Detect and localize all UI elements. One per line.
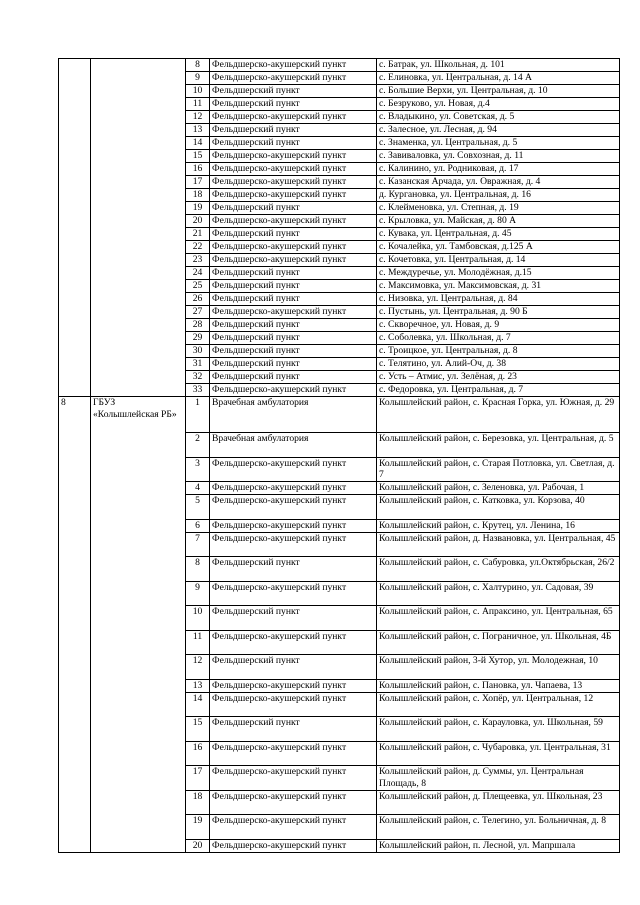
facility-type: Фельдшерский пункт	[210, 371, 377, 384]
facility-address: с. Калинино, ул. Родниковая, д. 17	[377, 163, 620, 176]
row-number: 7	[186, 532, 210, 557]
facility-address: с. Владыкино, ул. Советская, д. 5	[377, 111, 620, 124]
facility-type: Фельдшерско-акушерский пункт	[210, 163, 377, 176]
facility-address: с. Батрак, ул. Школьная, д. 101	[377, 59, 620, 72]
facility-type: Фельдшерско-акушерский пункт	[210, 679, 377, 692]
facility-address: с. Завиваловка, ул. Совхозная, д. 11	[377, 150, 620, 163]
row-number: 4	[186, 482, 210, 495]
table-row	[59, 59, 620, 72]
facility-type: Фельдшерский пункт	[210, 267, 377, 280]
facility-type: Фельдшерский пункт	[210, 557, 377, 582]
facility-address: Колышлейский район, с. Зеленовка, ул. Рабочая, 1	[377, 482, 620, 495]
row-number: 8	[186, 59, 210, 72]
facility-type: Фельдшерский пункт	[210, 319, 377, 332]
facility-type: Фельдшерско-акушерский пункт	[210, 790, 377, 815]
facility-type: Фельдшерско-акушерский пункт	[210, 839, 377, 852]
facility-address: с. Крыловка, ул. Майская, д. 80 А	[377, 215, 620, 228]
row-number: 10	[186, 85, 210, 98]
row-number: 31	[186, 358, 210, 371]
facility-type: Фельдшерско-акушерский пункт	[210, 59, 377, 72]
facility-address: с. Кочетовка, ул. Центральная, д. 14	[377, 254, 620, 267]
facility-address: с. Клейменовка, ул. Степная, д. 19	[377, 202, 620, 215]
facility-address: Колышлейский район, с. Апраксино, ул. Центральная, 65	[377, 606, 620, 631]
facility-address: Колышлейский район, с. Халтурино, ул. Садовая, 39	[377, 581, 620, 606]
facility-type: Фельдшерско-акушерский пункт	[210, 306, 377, 319]
facility-address: Колышлейский район, д. Суммы, ул. Центральная Площадь, 8	[377, 766, 620, 791]
facility-type: Фельдшерский пункт	[210, 124, 377, 137]
facility-address: с. Низовка, ул. Центральная, д. 84	[377, 293, 620, 306]
facility-address: с. Телятино, ул. Алий-Оч, д. 38	[377, 358, 620, 371]
facility-address: с. Пустынь, ул. Центральная, д. 90 Б	[377, 306, 620, 319]
facility-type: Фельдшерский пункт	[210, 98, 377, 111]
facility-type: Фельдшерский пункт	[210, 137, 377, 150]
row-number: 12	[186, 111, 210, 124]
facility-address: с. Залесное, ул. Лесная, д. 94	[377, 124, 620, 137]
facility-address: Колышлейский район, с. Пограничное, ул. Школьная, 4Б	[377, 630, 620, 655]
facility-address: Колышлейский район, с. Сабуровка, ул.Октябрьская, 26/2	[377, 557, 620, 582]
row-number: 13	[186, 124, 210, 137]
row-number: 9	[186, 72, 210, 85]
row-number: 13	[186, 679, 210, 692]
row-number: 18	[186, 189, 210, 202]
facility-type: Фельдшерский пункт	[210, 280, 377, 293]
organization-name: ГБУЗ «Колышлейская РБ»	[91, 397, 186, 853]
facility-type: Фельдшерский пункт	[210, 345, 377, 358]
facility-type: Фельдшерско-акушерский пункт	[210, 815, 377, 840]
row-number: 20	[186, 839, 210, 852]
facility-type: Фельдшерский пункт	[210, 228, 377, 241]
facility-address: с. Троицкое, ул. Центральная, д. 8	[377, 345, 620, 358]
facility-address: Колышлейский район, с. Чубаровка, ул. Центральная, 31	[377, 741, 620, 766]
facility-address: с. Усть – Атмис, ул. Зелёная, д. 23	[377, 371, 620, 384]
row-number: 15	[186, 150, 210, 163]
facility-type: Врачебная амбулатория	[210, 397, 377, 433]
row-number: 21	[186, 228, 210, 241]
group-number: 8	[59, 397, 91, 853]
row-number: 32	[186, 371, 210, 384]
row-number: 14	[186, 137, 210, 150]
facility-type: Фельдшерский пункт	[210, 606, 377, 631]
row-number: 2	[186, 433, 210, 458]
row-number: 23	[186, 254, 210, 267]
facility-type: Фельдшерско-акушерский пункт	[210, 189, 377, 202]
row-number: 18	[186, 790, 210, 815]
facility-address: с. Соболевка, ул. Школьная, д. 7	[377, 332, 620, 345]
facility-address: с. Знаменка, ул. Центральная, д. 5	[377, 137, 620, 150]
facility-type: Фельдшерско-акушерский пункт	[210, 766, 377, 791]
facility-type: Фельдшерско-акушерский пункт	[210, 630, 377, 655]
facility-address: с. Казанская Арчада, ул. Овражная, д. 4	[377, 176, 620, 189]
facility-type: Фельдшерско-акушерский пункт	[210, 176, 377, 189]
row-number: 11	[186, 630, 210, 655]
row-number: 8	[186, 557, 210, 582]
facility-address: с. Максимовка, ул. Максимовская, д. 31	[377, 280, 620, 293]
row-number: 10	[186, 606, 210, 631]
row-number: 1	[186, 397, 210, 433]
row-number: 33	[186, 384, 210, 397]
facility-type: Фельдшерско-акушерский пункт	[210, 581, 377, 606]
facility-type: Фельдшерский пункт	[210, 202, 377, 215]
facility-address: с. Кувака, ул. Центральная, д. 45	[377, 228, 620, 241]
facility-address: с. Федоровка, ул. Центральная, д. 7	[377, 384, 620, 397]
facility-type: Фельдшерско-акушерский пункт	[210, 741, 377, 766]
facility-type: Фельдшерско-акушерский пункт	[210, 241, 377, 254]
facility-address: Колышлейский район, с. Березовка, ул. Центральная, д. 5	[377, 433, 620, 458]
row-number: 16	[186, 163, 210, 176]
facility-address: с. Елиновка, ул. Центральная, д. 14 А	[377, 72, 620, 85]
row-number: 11	[186, 98, 210, 111]
facility-type: Фельдшерско-акушерский пункт	[210, 457, 377, 482]
row-number: 14	[186, 692, 210, 717]
facility-type: Фельдшерско-акушерский пункт	[210, 692, 377, 717]
row-number: 22	[186, 241, 210, 254]
facility-address: с. Междуречье, ул. Молодёжная, д.15	[377, 267, 620, 280]
facility-address: Колышлейский район, п. Лесной, ул. Мапршала	[377, 839, 620, 852]
facility-address: с. Кочалейка, ул. Тамбовская, д.125 А	[377, 241, 620, 254]
row-number: 30	[186, 345, 210, 358]
row-number: 9	[186, 581, 210, 606]
row-number: 5	[186, 495, 210, 520]
facility-type: Фельдшерский пункт	[210, 332, 377, 345]
facility-type: Фельдшерско-акушерский пункт	[210, 532, 377, 557]
row-number: 24	[186, 267, 210, 280]
row-number: 25	[186, 280, 210, 293]
row-number: 6	[186, 519, 210, 532]
facility-type: Фельдшерско-акушерский пункт	[210, 519, 377, 532]
row-number: 20	[186, 215, 210, 228]
row-number: 27	[186, 306, 210, 319]
facility-type: Фельдшерско-акушерский пункт	[210, 72, 377, 85]
row-number: 17	[186, 176, 210, 189]
row-number: 15	[186, 717, 210, 742]
facility-type: Фельдшерский пункт	[210, 358, 377, 371]
continued-group-org-cell	[91, 59, 186, 397]
facility-address: с. Большие Верхи, ул. Центральная, д. 10	[377, 85, 620, 98]
facility-type: Фельдшерский пункт	[210, 655, 377, 680]
facility-address: Колышлейский район, д. Плещеевка, ул. Школьная, 23	[377, 790, 620, 815]
row-number: 3	[186, 457, 210, 482]
row-number: 16	[186, 741, 210, 766]
facility-type: Фельдшерско-акушерский пункт	[210, 254, 377, 267]
continued-group-number-cell	[59, 59, 91, 397]
row-number: 29	[186, 332, 210, 345]
table-row	[59, 397, 620, 433]
row-number: 19	[186, 202, 210, 215]
facility-type: Фельдшерский пункт	[210, 85, 377, 98]
facility-address: Колышлейский район, с. Телегино, ул. Больничная, д. 8	[377, 815, 620, 840]
facility-address: Колышлейский район, с. Красная Горка, ул. Южная, д. 29	[377, 397, 620, 433]
facility-type: Фельдшерско-акушерский пункт	[210, 150, 377, 163]
facility-type: Фельдшерский пункт	[210, 293, 377, 306]
row-number: 26	[186, 293, 210, 306]
facility-address: Колышлейский район, с. Крутец, ул. Ленина, 16	[377, 519, 620, 532]
facility-address: Колышлейский район, с. Хопёр, ул. Центральная, 12	[377, 692, 620, 717]
facility-type: Фельдшерско-акушерский пункт	[210, 111, 377, 124]
facility-address: Колышлейский район, с. Катковка, ул. Корзова, 40	[377, 495, 620, 520]
facility-type: Врачебная амбулатория	[210, 433, 377, 458]
facilities-table	[58, 58, 620, 853]
facility-address: Колышлейский район, д. Названовка, ул. Центральная, 45	[377, 532, 620, 557]
row-number: 17	[186, 766, 210, 791]
facility-type: Фельдшерско-акушерский пункт	[210, 482, 377, 495]
facility-type: Фельдшерско-акушерский пункт	[210, 215, 377, 228]
facility-address: Колышлейский район, с. Карауловка, ул. Школьная, 59	[377, 717, 620, 742]
facility-address: Колышлейский район, с. Пановка, ул. Чапаева, 13	[377, 679, 620, 692]
row-number: 12	[186, 655, 210, 680]
row-number: 19	[186, 815, 210, 840]
row-number: 28	[186, 319, 210, 332]
facility-address: с. Безруково, ул. Новая, д.4	[377, 98, 620, 111]
facility-address: с. Скворечное, ул. Новая, д. 9	[377, 319, 620, 332]
facility-address: Колышлейский район, 3-й Хутор, ул. Молодежная, 10	[377, 655, 620, 680]
facility-address: д. Кургановка, ул. Центральная, д. 16	[377, 189, 620, 202]
facility-address: Колышлейский район, с. Старая Потловка, ул. Светлая, д. 7	[377, 457, 620, 482]
facility-type: Фельдшерско-акушерский пункт	[210, 384, 377, 397]
facility-type: Фельдшерский пункт	[210, 717, 377, 742]
facility-type: Фельдшерско-акушерский пункт	[210, 495, 377, 520]
